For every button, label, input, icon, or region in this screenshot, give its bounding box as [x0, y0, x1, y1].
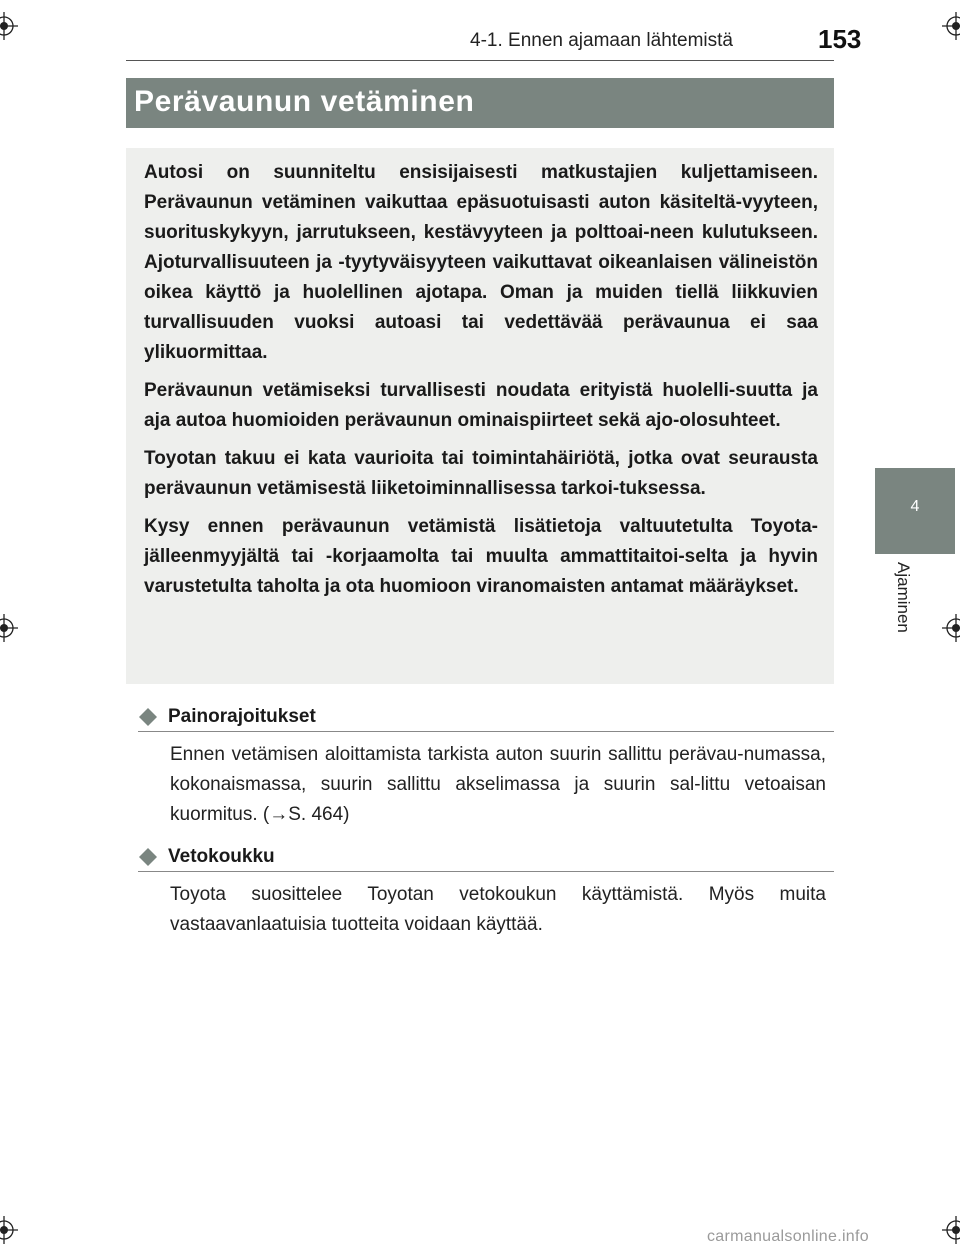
diamond-bullet-icon [138, 707, 158, 727]
intro-paragraph: Kysy ennen perävaunun vetämistä lisätietoja valtuutetulta Toyota-jälleenmyyjältä tai -korjaamolta tai muulta ammattitaitoi-selta ja hyvin varustetulta taholta ja ota huomioon viranomaisten antamat määräykset. [144, 516, 818, 597]
intro-paragraph: Autosi on suunniteltu ensisijaisesti matkustajien kuljettamiseen. Perävaunun vetäminen vaikuttaa epäsuotuisasti auton käsiteltä-vyyteen, suorituskykyyn, jarrutukseen, kestävyyteen ja polttoai-neen kulutukseen. Ajoturvallisuuteen ja -tyytyväisyyteen vaikuttavat oikeanlaisen välineistön oikea käyttö ja huolellinen ajotapa. Oman ja muiden tiellä liikkuvien turvallisuuden vuoksi autoasi tai vedettävää perävaunua ei saa ylikuormittaa. [144, 162, 818, 363]
diamond-bullet-icon [138, 847, 158, 867]
header-divider [126, 60, 834, 61]
chapter-number: 4 [910, 498, 920, 515]
intro-box [126, 148, 834, 684]
section-body: Ennen vetämisen aloittamista tarkista auton suurin sallittu perävau-numassa, kokonaismassa, suurin sallittu akselimassa ja suurin sal-littu vetoaisan kuormitus. (→S. 464) [170, 744, 826, 825]
page-number: 153 [818, 24, 862, 54]
section-heading-label: Painorajoitukset [168, 705, 316, 727]
section-weight-limits [138, 702, 834, 830]
page-title: Perävaunun vetäminen [134, 85, 475, 118]
section-heading-label: Vetokoukku [168, 845, 275, 867]
section-title-bar [126, 78, 834, 128]
registration-mark-icon [942, 1216, 960, 1244]
registration-mark-icon [0, 614, 18, 642]
registration-mark-icon [0, 12, 18, 40]
running-header: 4-1. Ennen ajamaan lähtemistä [470, 30, 733, 51]
chapter-tab [875, 468, 955, 554]
section-heading [138, 702, 834, 732]
section-heading [138, 842, 834, 872]
section-tow-hitch [138, 842, 834, 940]
section-body: Toyota suosittelee Toyotan vetokoukun käyttämistä. Myös muita vastaavanlaatuisia tuotteita voidaan käyttää. [170, 884, 826, 935]
chapter-label: Ajaminen [894, 562, 913, 633]
watermark: carmanualsonline.info [707, 1228, 869, 1245]
registration-mark-icon [942, 12, 960, 40]
intro-paragraph: Perävaunun vetämiseksi turvallisesti noudata erityistä huolelli-suutta ja aja autoa huomioiden perävaunun ominaispiirteet sekä ajo-olosuhteet. [144, 380, 818, 431]
registration-mark-icon [942, 614, 960, 642]
intro-paragraph: Toyotan takuu ei kata vaurioita tai toimintahäiriötä, jotka ovat seurausta perävaunun vetämisestä liiketoiminnallisessa tarkoi-tuksessa. [144, 448, 818, 499]
registration-mark-icon [0, 1216, 18, 1244]
